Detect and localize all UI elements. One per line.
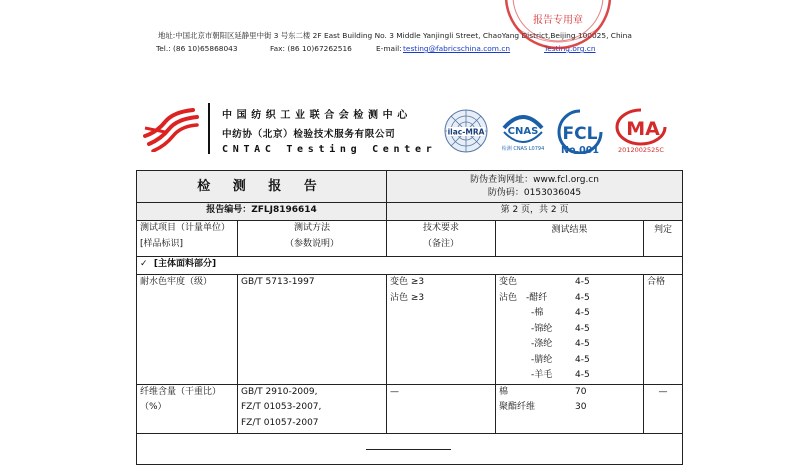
col-req-sublabel: （备注） — [423, 238, 460, 249]
result-line — [499, 368, 640, 384]
result-label: 聚酯纤维 — [499, 402, 536, 412]
section-label: [主体面料部分] — [153, 259, 217, 269]
table-row — [137, 384, 683, 433]
email-link[interactable]: testing@fabricschina.com.cn — [403, 44, 511, 53]
result-label: 棉 — [499, 386, 509, 397]
row2-method — [238, 384, 387, 433]
cma-logo-icon — [612, 108, 670, 154]
result-line — [499, 275, 640, 291]
result-line — [499, 385, 640, 401]
org-name-block — [222, 106, 436, 155]
row2-item — [137, 384, 238, 433]
row2-method-line: GB/T 2910-2009, — [241, 386, 318, 397]
column-header-row — [137, 221, 683, 257]
row1-req-line: 沾色 ≥3 — [390, 292, 425, 303]
report-number-row — [137, 203, 683, 221]
row1-req-line: 变色 ≥3 — [390, 277, 425, 287]
row2-item-line: （%） — [140, 402, 167, 412]
email-label: E-mail: — [376, 44, 402, 53]
row2-method-line: FZ/T 01053-2007, — [241, 402, 322, 412]
table-row — [137, 275, 683, 385]
col-req-label: 技术要求 — [423, 223, 460, 233]
result-line — [499, 400, 640, 416]
report-header-row — [137, 171, 683, 203]
result-label: -棉 — [531, 308, 544, 318]
row2-verdict: — — [644, 384, 683, 433]
page-indicator: 第 2 页，共 2 页 — [387, 203, 683, 221]
result-value: 30 — [575, 402, 587, 412]
end-of-report-line — [366, 449, 451, 450]
row2-req: — — [387, 384, 496, 433]
fcl-logo-icon — [555, 108, 605, 154]
ilac-mra-logo-icon — [443, 108, 489, 154]
result-value: 4-5 — [575, 339, 590, 349]
result-value: 4-5 — [575, 354, 590, 365]
result-line — [499, 353, 640, 369]
col-item-sublabel: [样品标识] — [140, 238, 184, 249]
cma-text: MA — [626, 118, 660, 140]
result-value: 4-5 — [575, 308, 590, 318]
row1-method: GB/T 5713-1997 — [238, 275, 387, 385]
result-line — [499, 337, 640, 353]
col-req-header — [387, 221, 496, 257]
cma-number: 2012002525C — [618, 146, 664, 154]
result-label: -锦纶 — [531, 323, 553, 334]
section-label-cell — [137, 257, 683, 275]
row2-item-line: 纤维含量（干重比） — [140, 386, 222, 397]
result-label: -羊毛 — [531, 370, 553, 380]
org-name-cn2: 中纺协（北京）检验技术服务有限公司 — [222, 129, 396, 140]
org-name-cn: 中国纺织工业联合会检测中心 — [222, 110, 412, 121]
result-value: 4-5 — [575, 292, 590, 303]
tel-text: Tel.: (86 10)65868043 — [156, 44, 238, 53]
result-label: -腈纶 — [531, 354, 553, 365]
fcl-text: FCL — [562, 124, 598, 144]
col-method-header — [238, 221, 387, 257]
row1-item: 耐水色牢度（级） — [137, 275, 238, 385]
result-line — [499, 291, 640, 307]
result-line — [499, 322, 640, 338]
stamp-text: 报告专用章 — [533, 15, 583, 26]
header-divider — [208, 103, 210, 154]
row1-verdict: 合格 — [644, 275, 683, 385]
result-label: 变色 — [499, 277, 518, 287]
col-method-sublabel: （参数说明） — [285, 238, 340, 249]
result-label: -涤纶 — [531, 339, 553, 349]
fcl-number: No.001 — [561, 145, 599, 154]
result-value: 4-5 — [575, 277, 590, 287]
org-name-en: CNTAC Testing Center — [222, 144, 437, 155]
report-title: 检 测 报 告 — [137, 171, 387, 203]
row2-method-line: FZ/T 01057-2007 — [241, 417, 319, 428]
email-link-2[interactable]: Testing.org.cn — [544, 44, 596, 53]
result-line — [499, 306, 640, 322]
fax-text: Fax: (86 10)67262516 — [270, 44, 352, 53]
ilac-text: ilac-MRA — [447, 127, 485, 137]
report-table — [136, 170, 683, 465]
result-value: 4-5 — [575, 323, 590, 334]
cnas-sub-text: 检测 CNAS L0794 — [501, 146, 545, 152]
address-line: 地址:中国北京市朝阳区延静里中街 3 号东二楼 2F East Building No. 3 Middle Yanjingli Street, ChaoYang District,Beijing 100025, China — [158, 31, 632, 40]
anti-fake-site: 防伪查询网址：www.fcl.org.cn — [470, 174, 599, 185]
result-value: 4-5 — [575, 370, 590, 380]
cnas-text: CNAS — [507, 126, 539, 137]
anti-fake-cell — [387, 171, 683, 203]
col-item-header — [137, 221, 238, 257]
cnas-logo-icon — [500, 108, 546, 154]
section-row — [137, 257, 683, 275]
col-verdict-header: 判定 — [644, 221, 683, 257]
col-result-header: 测试结果 — [496, 221, 644, 257]
result-value: 70 — [575, 386, 587, 397]
col-method-label: 测试方法 — [294, 223, 331, 233]
check-icon: ✓ — [140, 259, 148, 269]
cntac-logo-icon — [143, 106, 199, 152]
row2-results — [496, 384, 644, 433]
report-seal-stamp — [499, 0, 617, 56]
row1-results — [496, 275, 644, 385]
report-number: 报告编号：ZFLJ8196614 — [137, 203, 387, 221]
row1-req — [387, 275, 496, 385]
anti-fake-code: 防伪码：0153036045 — [487, 187, 582, 198]
result-label: 沾色 -醋纤 — [499, 292, 548, 303]
col-item-label: 测试项目（计量单位） — [140, 223, 231, 233]
